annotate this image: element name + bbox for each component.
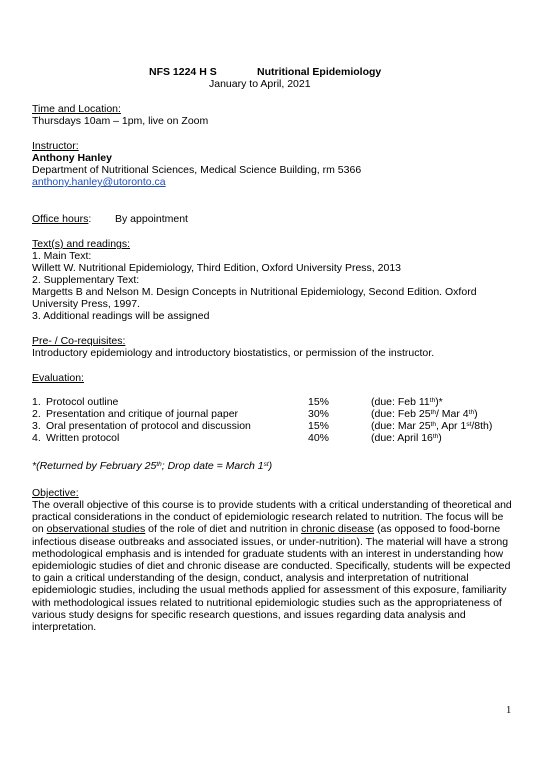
evaluation-due: (due: Feb 25th/ Mar 4th) — [371, 408, 478, 420]
observational-studies-term: observational studies — [46, 523, 146, 536]
page-number: 1 — [506, 705, 512, 716]
office-hours-colon: : — [88, 213, 92, 225]
office-hours-row — [32, 213, 91, 225]
evaluation-weight: 15% — [308, 396, 330, 408]
texts-line-5: University Press, 1997. — [32, 298, 140, 310]
instructor-heading: Instructor: — [32, 140, 79, 152]
evaluation-weight: 15% — [308, 420, 330, 432]
course-code: NFS 1224 H S — [149, 66, 217, 78]
prereq-value: Introductory epidemiology and introductory biostatistics, or permission of the instructor. — [32, 347, 435, 359]
evaluation-heading: Evaluation: — [32, 372, 84, 384]
texts-line-4: Margetts B and Nelson M. Design Concepts in Nutritional Epidemiology, Second Edition. Oxford — [32, 286, 477, 298]
course-title: Nutritional Epidemiology — [257, 66, 382, 78]
office-hours-value: By appointment — [115, 213, 188, 225]
evaluation-num: 1. — [32, 396, 41, 408]
prereq-heading: Pre- / Co-requisites: — [32, 335, 126, 347]
instructor-department: Department of Nutritional Sciences, Medical Science Building, rm 5366 — [32, 164, 362, 176]
objective-heading: Objective: — [32, 487, 79, 499]
instructor-email-link[interactable]: anthony.hanley@utoronto.ca — [32, 176, 166, 188]
texts-line-3: 2. Supplementary Text: — [32, 274, 140, 286]
texts-line-1: 1. Main Text: — [32, 250, 92, 262]
evaluation-due: (due: Feb 11th)* — [371, 396, 443, 408]
evaluation-footnote: *(Returned by February 25th; Drop date = March 1st) — [32, 460, 273, 472]
evaluation-row — [32, 432, 514, 444]
time-location-value: Thursdays 10am – 1pm, live on Zoom — [32, 115, 209, 127]
instructor-name: Anthony Hanley — [32, 152, 112, 164]
texts-heading: Text(s) and readings: — [32, 238, 131, 250]
chronic-disease-term: chronic disease — [301, 523, 375, 536]
evaluation-name: Written protocol — [46, 432, 120, 444]
evaluation-row — [32, 408, 514, 420]
evaluation-weight: 30% — [308, 408, 330, 420]
evaluation-weight: 40% — [308, 432, 330, 444]
evaluation-name: Oral presentation of protocol and discussion — [46, 420, 251, 432]
office-hours-label: Office hours — [32, 213, 89, 225]
evaluation-num: 2. — [32, 408, 41, 420]
evaluation-num: 3. — [32, 420, 41, 432]
objective-paragraph: The overall objective of this course is to provide students with a critical understanding of theoretical and practical considerations in the conduct of epidemiologic research related to nutrition. The focus will be on observational studies of the role of diet and nutrition in chronic disease (as opposed to food-borne infectious disease outbreaks and associated issues, or under-nutrition). The material will have a strong methodological emphasis and is intended for graduate students with an interest in understanding how epidemiologic studies of diet and chronic disease are conducted. Specifically, students will be expected to gain a critical understanding of the design, conduct, analysis and interpretation of nutritional epidemiologic studies, including the usual methods applied for assessment of this exposure, familiarity with methodological issues related to nutritional epidemiologic studies such as the appropriateness of various study designs for specific research questions, and issues regarding data analysis and interpretation. — [32, 499, 512, 634]
evaluation-due: (due: April 16th) — [371, 432, 442, 444]
evaluation-name: Protocol outline — [46, 396, 119, 408]
texts-line-2: Willett W. Nutritional Epidemiology, Third Edition, Oxford University Press, 2013 — [32, 262, 402, 274]
evaluation-row — [32, 420, 514, 432]
course-term: January to April, 2021 — [209, 78, 311, 90]
evaluation-num: 4. — [32, 432, 41, 444]
evaluation-row — [32, 396, 514, 408]
evaluation-name: Presentation and critique of journal paper — [46, 408, 239, 420]
time-location-heading: Time and Location: — [32, 103, 121, 115]
texts-line-6: 3. Additional readings will be assigned — [32, 310, 210, 322]
evaluation-due: (due: Mar 25th, Apr 1st/8th) — [371, 420, 493, 432]
